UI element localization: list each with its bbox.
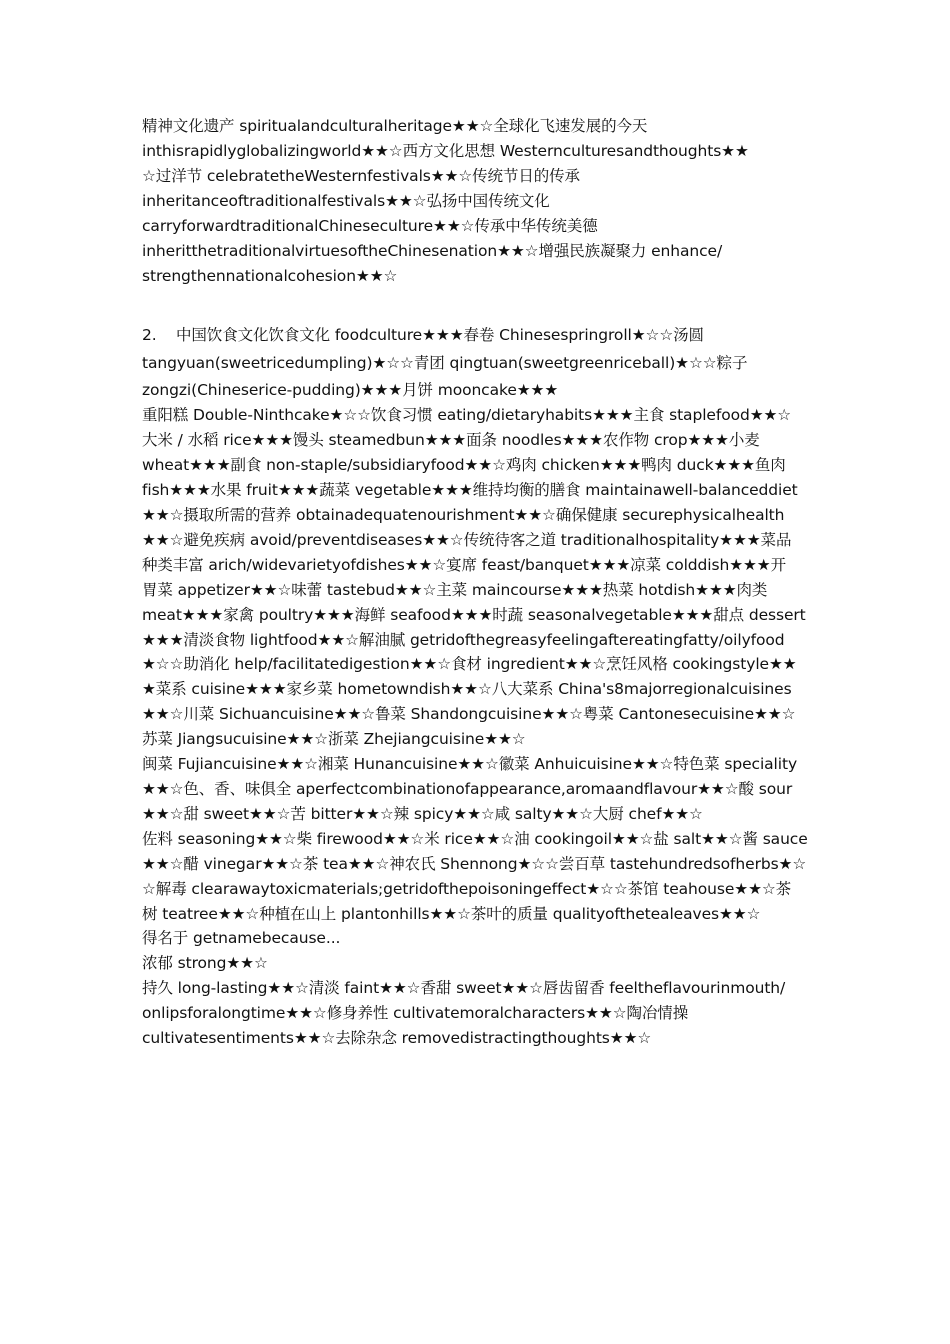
text-line: inthisrapidlyglobalizingworld★★☆西方文化思想 Westernculturesandthoughts★★ <box>142 142 749 160</box>
text-line: ☆解毒 clearawaytoxicmaterials;getridofthepoisoningeffect★☆☆茶馆 teahouse★★☆茶 <box>142 880 792 898</box>
text-line: 大米 / 水稻 rice★★★馒头 steamedbun★★★面条 noodles★★★农作物 crop★★★小麦 <box>142 431 760 449</box>
text-line: ★菜系 cuisine★★★家乡菜 hometowndish★★☆八大菜系 China's8majorregionalcuisines <box>142 680 792 698</box>
text-line: wheat★★★副食 non-staple/subsidiaryfood★★☆鸡肉 chicken★★★鸭肉 duck★★★鱼肉 <box>142 456 786 474</box>
text-line: 浓郁 strong★★☆ <box>142 954 268 972</box>
text-line: strengthennationalcohesion★★☆ <box>142 267 398 285</box>
text-line: ★★☆色、香、味俱全 aperfectcombinationofappearance,aromaandflavour★★☆酸 sour <box>142 780 793 798</box>
text-line: ☆过洋节 celebratetheWesternfestivals★★☆传统节日的传承 <box>142 167 580 185</box>
text-line-content: 中国饮食文化饮食文化 foodculture★★★春卷 Chinesespringroll★☆☆汤圆 <box>176 326 704 344</box>
text-line: 胃菜 appetizer★★☆味蕾 tastebud★★☆主菜 maincourse★★★热菜 hotdish★★★肉类 <box>142 581 768 599</box>
text-line: 精神文化遗产 spiritualandculturalheritage★★☆全球化飞速发展的今天 <box>142 117 648 135</box>
text-line <box>142 325 822 345</box>
text-line: ★☆☆助消化 help/facilitatedigestion★★☆食材 ingredient★★☆烹饪风格 cookingstyle★★ <box>142 655 797 673</box>
text-line: zongzi(Chineserice-pudding)★★★月饼 mooncake★★★ <box>142 381 559 399</box>
text-line: 种类丰富 arich/widevarietyofdishes★★☆宴席 feast/banquet★★★凉菜 colddish★★★开 <box>142 556 786 574</box>
text-line: 持久 long-lasting★★☆清淡 faint★★☆香甜 sweet★★☆唇齿留香 feeltheflavourinmouth/ <box>142 979 786 997</box>
text-line: ★★☆醋 vinegar★★☆茶 tea★★☆神农氏 Shennong★☆☆尝百草 tastehundredsofherbs★☆ <box>142 855 807 873</box>
text-line: cultivatesentiments★★☆去除杂念 removedistractingthoughts★★☆ <box>142 1029 652 1047</box>
text-line: ★★☆川菜 Sichuancuisine★★☆鲁菜 Shandongcuisine★★☆粤菜 Cantonesecuisine★★☆ <box>142 705 796 723</box>
text-line: fish★★★水果 fruit★★★蔬菜 vegetable★★★维持均衡的膳食 maintainawell-balanceddiet <box>142 481 798 499</box>
text-line: inheritanceoftraditionalfestivals★★☆弘扬中国传统文化 <box>142 192 550 210</box>
text-line: 重阳糕 Double-Ninthcake★☆☆饮食习惯 eating/dietaryhabits★★★主食 staplefood★★☆ <box>142 406 792 424</box>
text-line: tangyuan(sweetricedumpling)★☆☆青团 qingtuan(sweetgreenriceball)★☆☆粽子 <box>142 354 748 372</box>
text-line: ★★☆避免疾病 avoid/preventdiseases★★☆传统待客之道 traditionalhospitality★★★菜品 <box>142 531 792 549</box>
list-number: 2. <box>142 326 157 344</box>
text-line: 佐料 seasoning★★☆柴 firewood★★☆米 rice★★☆油 cookingoil★★☆盐 salt★★☆酱 sauce <box>142 830 808 848</box>
text-line: 苏菜 Jiangsucuisine★★☆浙菜 Zhejiangcuisine★★☆ <box>142 730 526 748</box>
text-line: 得名于 getnamebecause... <box>142 929 341 947</box>
text-line: onlipsforalongtime★★☆修身养性 cultivatemoralcharacters★★☆陶冶情操 <box>142 1004 689 1022</box>
text-line: ★★☆甜 sweet★★☆苦 bitter★★☆辣 spicy★★☆咸 salty★★☆大厨 chef★★☆ <box>142 805 703 823</box>
text-line: meat★★★家禽 poultry★★★海鲜 seafood★★★时蔬 seasonalvegetable★★★甜点 dessert <box>142 606 806 624</box>
text-line: 闽菜 Fujiancuisine★★☆湘菜 Hunancuisine★★☆徽菜 Anhuicuisine★★☆特色菜 speciality <box>142 755 798 773</box>
text-line: ★★☆摄取所需的营养 obtainadequatenourishment★★☆确保健康 securephysicalhealth <box>142 506 785 524</box>
text-line: 树 teatree★★☆种植在山上 plantonhills★★☆茶叶的质量 qualityofthetealeaves★★☆ <box>142 905 761 923</box>
text-line: inheritthetraditionalvirtuesoftheChinesenation★★☆增强民族凝聚力 enhance/ <box>142 242 723 260</box>
text-line: carryforwardtraditionalChineseculture★★☆传承中华传统美德 <box>142 217 598 235</box>
text-line: ★★★清淡食物 lightfood★★☆解油腻 getridofthegreasyfeelingaftereatingfatty/oilyfood <box>142 631 785 649</box>
